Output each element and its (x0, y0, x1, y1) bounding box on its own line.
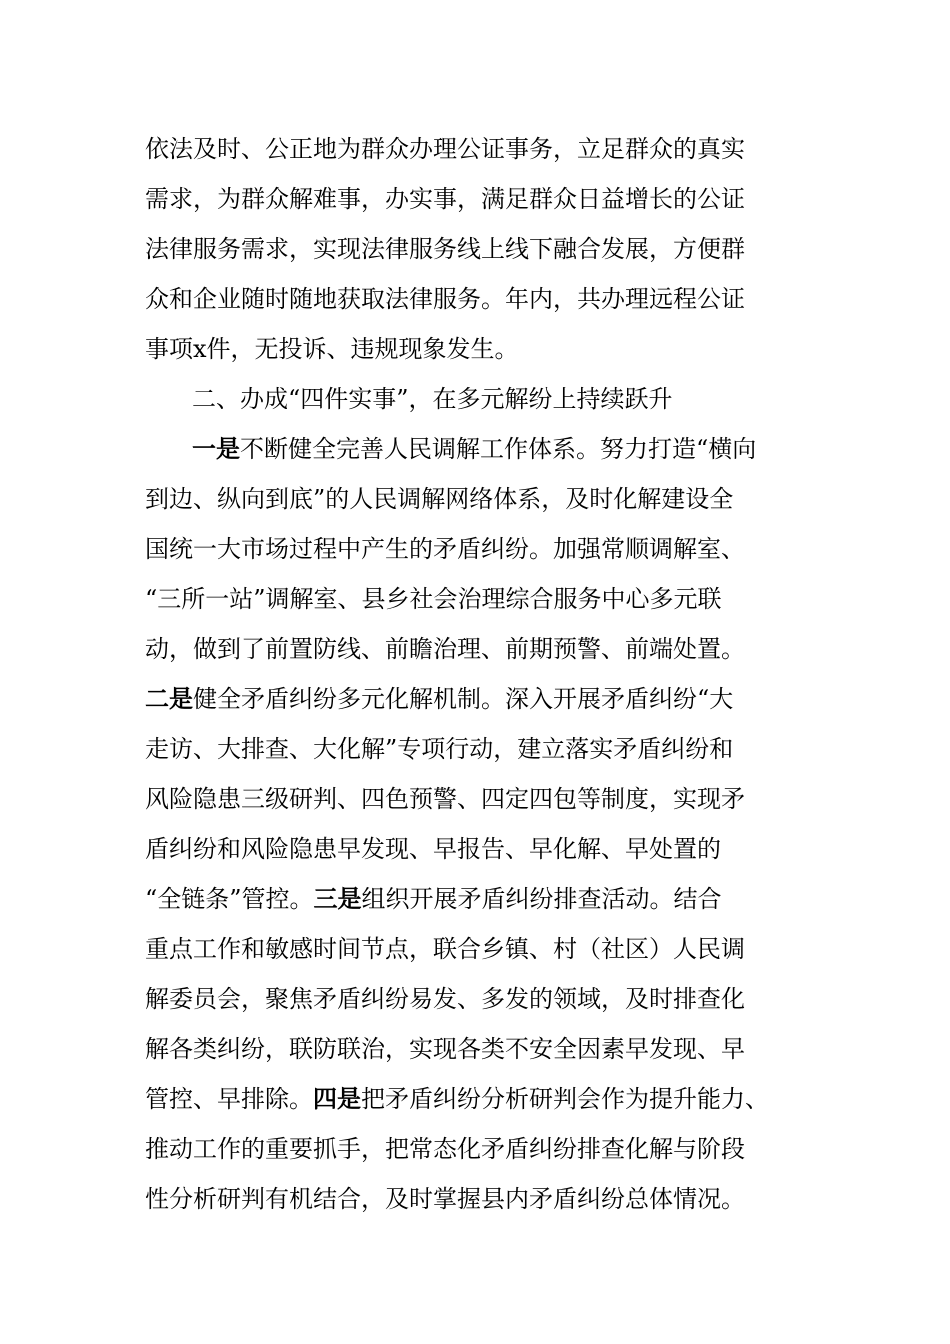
text-span: 解各类纠纷，联防联治，实现各类不安全因素早发现、早 (145, 1035, 745, 1063)
text-span: 动，做到了前置防线、前瞻治理、前期预警、前端处置。 (145, 635, 745, 663)
text-span: “三所一站”调解室、县乡社会治理综合服务中心多元联 (145, 585, 722, 613)
text-span: 二、办成“四件实事”，在多元解纷上持续跃升 (192, 385, 673, 413)
body-line-13 (145, 734, 810, 764)
body-line-8 (145, 484, 810, 514)
body-line-12 (145, 684, 810, 714)
body-line-10 (145, 584, 810, 614)
text-span: 法律服务需求，实现法律服务线上线下融合发展，方便群 (145, 235, 745, 263)
text-span: 健全矛盾纠纷多元化解机制。深入开展矛盾纠纷“大 (193, 685, 734, 713)
body-line-15 (145, 834, 810, 864)
text-span: 风险隐患三级研判、四色预警、四定四包等制度，实现矛 (145, 785, 745, 813)
body-line-18 (145, 984, 810, 1014)
body-line-21 (145, 1134, 810, 1164)
body-line-11 (145, 634, 810, 664)
body-line-4 (145, 284, 810, 314)
section-heading (192, 384, 857, 414)
bold-lead: 一是 (192, 434, 240, 463)
body-line-20 (145, 1084, 810, 1114)
body-line-5 (145, 334, 810, 364)
text-span: 不断健全完善人民调解工作体系。努力打造“横向 (240, 435, 757, 463)
text-span: 需求，为群众解难事，办实事，满足群众日益增长的公证 (145, 185, 745, 213)
body-line-14 (145, 784, 810, 814)
body-line-17 (145, 934, 810, 964)
body-line-19 (145, 1034, 810, 1064)
text-span: 国统一大市场过程中产生的矛盾纠纷。加强常顺调解室、 (145, 535, 745, 563)
text-span: 事项x件，无投诉、违规现象发生。 (145, 335, 519, 363)
body-line-9 (145, 534, 810, 564)
body-line-7 (192, 434, 857, 464)
text-span: 把矛盾纠纷分析研判会作为提升能力、 (361, 1085, 769, 1113)
bold-lead: 四是 (313, 1084, 361, 1113)
text-span: 推动工作的重要抓手，把常态化矛盾纠纷排查化解与阶段 (145, 1135, 745, 1163)
text-span: 依法及时、公正地为群众办理公证事务，立足群众的真实 (145, 135, 745, 163)
text-span: 组织开展矛盾纠纷排查活动。结合 (361, 885, 722, 913)
body-line-3 (145, 234, 810, 264)
text-span: 到边、纵向到底”的人民调解网络体系，及时化解建设全 (145, 485, 734, 513)
bold-lead: 二是 (145, 684, 193, 713)
text-span: 重点工作和敏感时间节点，联合乡镇、村（社区）人民调 (145, 935, 745, 963)
bold-lead: 三是 (313, 884, 362, 913)
text-span: 盾纠纷和风险隐患早发现、早报告、早化解、早处置的 (145, 835, 721, 863)
body-line-22 (145, 1184, 810, 1214)
text-span: 管控、早排除。 (145, 1085, 313, 1113)
text-span: 众和企业随时随地获取法律服务。年内，共办理远程公证 (145, 285, 745, 313)
body-line-2 (145, 184, 810, 214)
text-span: “全链条”管控。 (145, 885, 314, 913)
text-span: 性分析研判有机结合，及时掌握县内矛盾纠纷总体情况。 (145, 1185, 745, 1213)
text-span: 走访、大排查、大化解”专项行动，建立落实矛盾纠纷和 (145, 735, 734, 763)
body-line-1 (145, 134, 810, 164)
text-span: 解委员会，聚焦矛盾纠纷易发、多发的领域，及时排查化 (145, 985, 745, 1013)
body-line-16 (145, 884, 810, 914)
